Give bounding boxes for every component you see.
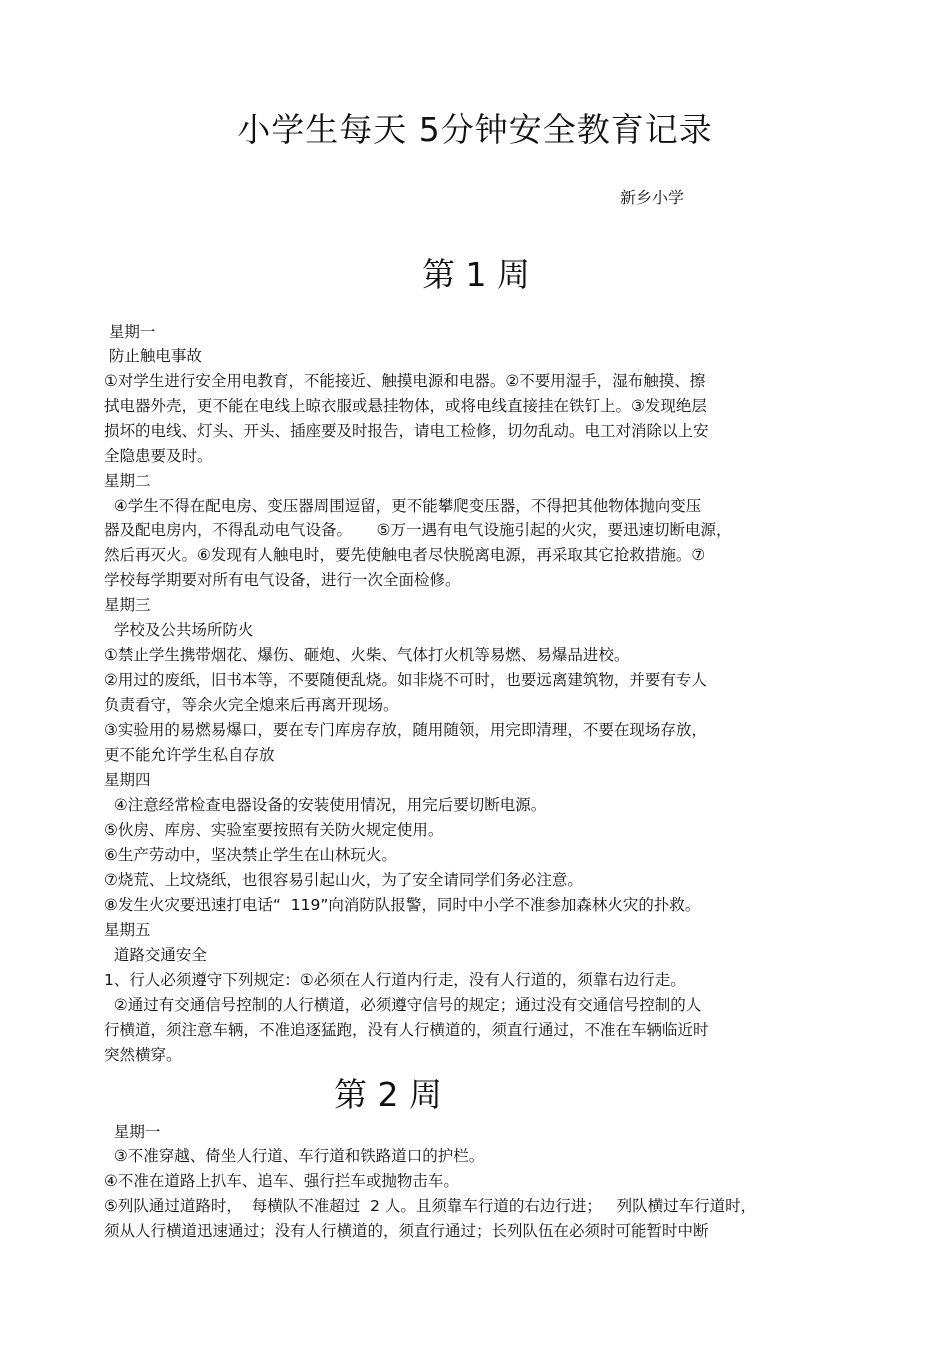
week-2-heading: 第 2 周: [334, 1075, 442, 1114]
week2-line: ③不准穿越、倚坐人行道、车行道和铁路道口的护栏。: [104, 1147, 485, 1165]
week1-line: 负责看守，等余火完全熄来后再离开现场。: [104, 696, 399, 714]
week1-line: 1、行人必须遵守下列规定：①必须在人行道内行走，没有人行道的，须靠右边行走。: [104, 971, 686, 989]
week1-line: 学校每学期要对所有电气设备，进行一次全面检修。: [104, 571, 461, 589]
page-title: 小学生每天 5分钟安全教育记录: [237, 110, 713, 149]
week1-line: ③实验用的易燃易爆口，要在专门库房存放，随用随领，用完即清理，不要在现场存放，: [104, 721, 707, 739]
week1-line: 突然横穿。: [104, 1046, 182, 1064]
week1-line: 星期三: [104, 596, 151, 614]
week2-line: ⑤列队通过道路时， 每横队不准超过 2 人。且须靠车行道的右边行进； 列队横过车行道时，: [104, 1197, 757, 1215]
week1-line: ⑦烧荒、上坟烧纸，也很容易引起山火，为了安全请同学们务必注意。: [104, 871, 583, 889]
week1-line: 星期四: [104, 771, 151, 789]
week1-line: 学校及公共场所防火: [104, 621, 254, 639]
week1-line: 行横道，须注意车辆，不准追逐猛跑，没有人行横道的，须直行通过，不准在车辆临近时: [104, 1021, 709, 1039]
week1-line: ④学生不得在配电房、变压器周围逗留，更不能攀爬变压器，不得把其他物体抛向变压: [104, 497, 702, 515]
week1-line: 星期一: [104, 323, 156, 341]
week1-line: 拭电器外壳，更不能在电线上晾衣服或悬挂物体，或将电线直接挂在铁钉上。③发现绝层: [104, 397, 707, 415]
week1-line: 道路交通安全: [104, 946, 207, 964]
week1-line: 器及配电房内，不得乱动电气设备。 ⑤万一遇有电气设施引起的火灾，要迅速切断电源，: [104, 521, 732, 539]
week1-line: ⑥生产劳动中，坚决禁止学生在山林玩火。: [104, 846, 397, 864]
week1-line: ②用过的废纸，旧书本等，不要随便乱烧。如非烧不可时，也要远离建筑物，并要有专人: [104, 671, 707, 689]
week1-line: 全隐患要及时。: [104, 447, 213, 465]
week-1-heading: 第 1 周: [422, 255, 530, 294]
week1-line: ①禁止学生携带烟花、爆伤、砸炮、火柴、气体打火机等易燃、易爆品进校。: [104, 646, 630, 664]
week2-line: ④不准在道路上扒车、追车、强行拦车或抛物击车。: [104, 1172, 459, 1190]
school-name: 新乡小学: [620, 188, 685, 207]
week1-line: 星期二: [104, 472, 151, 490]
week1-line: 然后再灭火。⑥发现有人触电时，要先使触电者尽快脱离电源，再采取其它抢救措施。⑦: [104, 546, 706, 564]
week1-line: ②通过有交通信号控制的人行横道，必须遵守信号的规定；通过没有交通信号控制的人: [104, 996, 702, 1014]
week1-line: ④注意经常检查电器设备的安装使用情况，用完后要切断电源。: [104, 796, 547, 814]
week2-line: 星期一: [104, 1123, 161, 1141]
week1-line: 星期五: [104, 921, 151, 939]
week2-line: 须从人行横道迅速通过；没有人行横道的，须直行通过；长列队伍在必须时可能暂时中断: [104, 1222, 709, 1240]
week1-line: ⑤伙房、库房、实验室要按照有关防火规定使用。: [104, 821, 444, 839]
week1-line: 更不能允许学生私自存放: [104, 746, 275, 764]
week1-line: ⑧发生火灾要迅速打电话“ 119”向消防队报警，同时中小学不准参加森林火灾的扑救。: [104, 896, 701, 914]
week1-line: 防止触电事故: [104, 347, 202, 365]
week1-line: ①对学生进行安全用电教育，不能接近、触摸电源和电器。②不要用湿手，湿布触摸、擦: [104, 372, 706, 390]
week1-line: 损坏的电线、灯头、开头、插座要及时报告，请电工检修，切勿乱动。电工对消除以上安: [104, 422, 709, 440]
